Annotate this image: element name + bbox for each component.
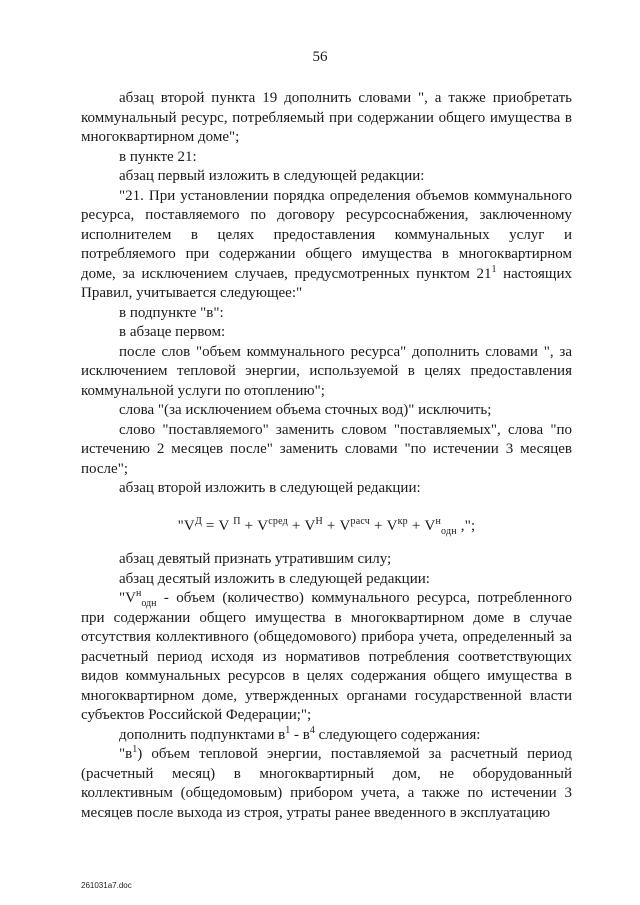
paragraph-7: после слов "объем коммунального ресурса" дополнить словами ", за исключением тепловой энергии, используемой в целях предоставления коммунальной услуги по отоплению";: [81, 343, 572, 399]
paragraph-10: абзац второй изложить в следующей редакции:: [119, 480, 421, 496]
page-number: 56: [312, 49, 328, 65]
paragraph-3: абзац первый изложить в следующей редакции:: [119, 168, 425, 184]
file-name-footer: 261031a7.doc: [81, 881, 132, 890]
paragraph-6: в абзаце первом:: [119, 324, 226, 340]
document-body: [81, 89, 572, 823]
paragraph-5: в подпункте "в":: [119, 304, 224, 321]
paragraph-4: "21. При установлении порядка определения объемов коммунального ресурса, поставляемого по договору ресурсоснабжения, заключенному исполнителем в целях предоставления коммунальных услуг и потребляемого при содержании общего имущества в многоквартирном доме, за исключением случаев, предусмотренных пунктом $21^1$ настоящих Правил, учитывается следующее:": [81, 187, 572, 301]
paragraph-9: слово "поставляемого" заменить словом "поставляемых", слова "по истечению 2 месяцев после" заменить словами "по истечении 3 месяцев после";: [81, 421, 572, 477]
paragraph-1: абзац второй пункта 19 дополнить словами ", а также приобретать коммунальный ресурс, потребляемый при содержании общего имущества в многоквартирном доме";: [81, 90, 572, 145]
formula: "$V^Д = V$ $^П + V^{сред} + V^Н + V^{расч} + V^{кр} + V^н_{одн}$ ,";: [177, 515, 476, 537]
paragraph-13: "$V^н_{одн}$ - объем (количество) коммунального ресурса, потребленного при содержании общего имущества в многоквартирном доме в случае отсутствия коллективного (общедомового) прибора учета, определенный за расчетный период исходя из нормативов потребления соответствующих видов коммунальных ресурсов в целях содержания общего имущества в многоквартирном доме, утвержденных органами государственной власти субъектов Российской Федерации;";: [81, 588, 572, 723]
paragraph-12: абзац десятый изложить в следующей редакции:: [119, 570, 430, 587]
paragraph-11: абзац девятый признать утратившим силу;: [119, 551, 392, 567]
paragraph-2: в пункте 21:: [119, 148, 197, 165]
paragraph-15: "$в^1$) объем тепловой энергии, поставляемой за расчетный период (расчетный месяц) в многоквартирный дом, не оборудованный коллективным (общедомовым) прибором учета, а также по истечении 3 месяцев после выхода из строя, утраты ранее введенного в эксплуатацию: [81, 744, 572, 821]
paragraph-14: дополнить подпунктами $в^1 - в^4$ следующего содержания:: [119, 724, 481, 743]
paragraph-8: слова "(за исключением объема сточных вод)" исключить;: [119, 402, 492, 418]
